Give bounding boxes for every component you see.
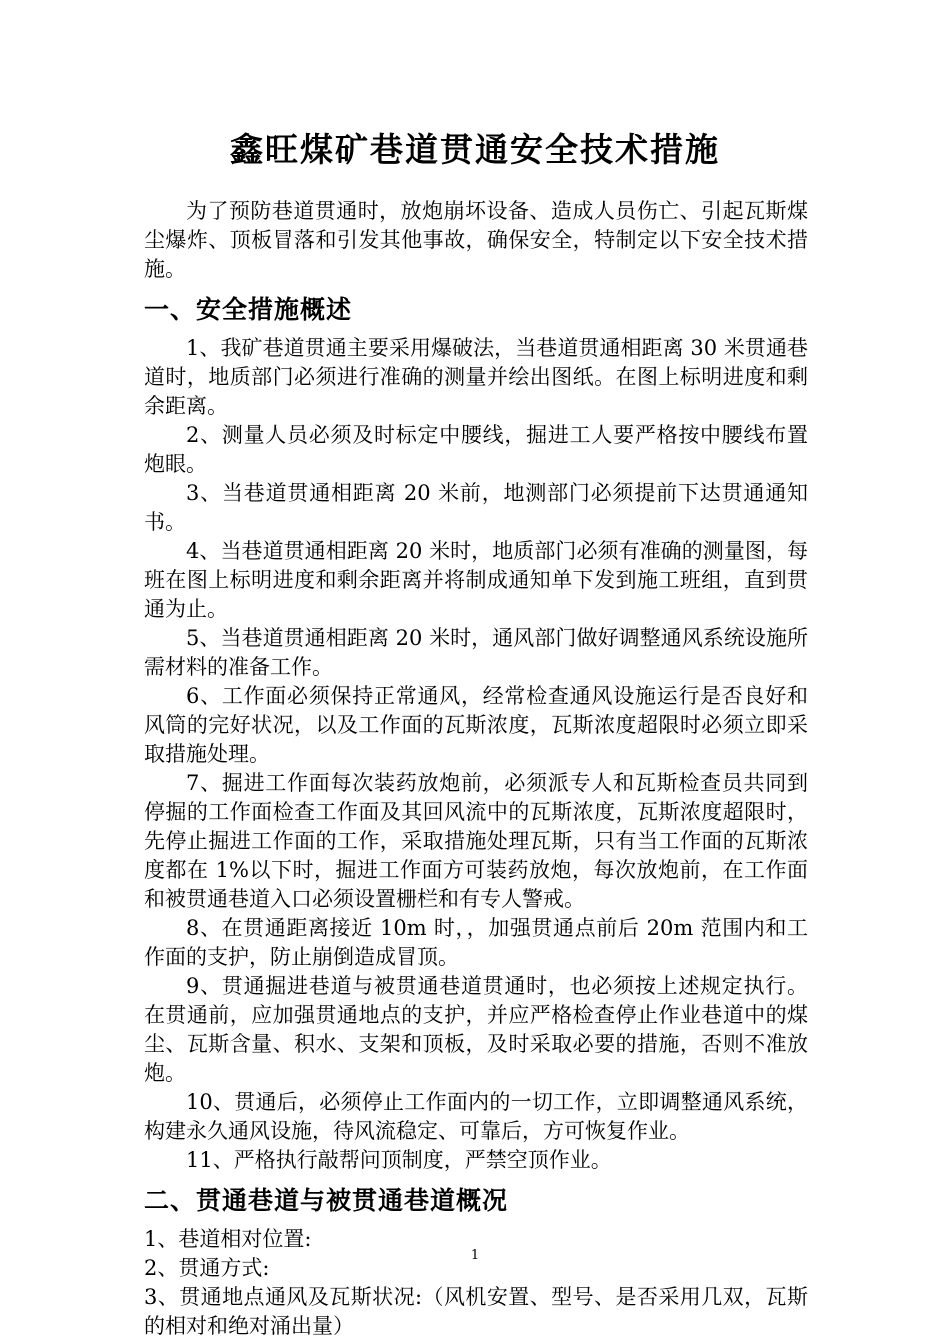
safety-item-2: 2、测量人员必须及时标定中腰线，掘进工人要严格按中腰线布置炮眼。 xyxy=(144,423,808,476)
safety-item-5: 5、当巷道贯通相距离 20 米时，通风部门做好调整通风系统设施所需材料的准备工作。 xyxy=(144,626,808,679)
section-heading-safety-overview: 一、安全措施概述 xyxy=(144,295,353,324)
section-heading-roadway-overview: 二、贯通巷道与被贯通巷道概况 xyxy=(144,1186,509,1215)
safety-item-3: 3、当巷道贯通相距离 20 米前，地测部门必须提前下达贯通通知书。 xyxy=(144,481,808,534)
safety-item-11: 11、严格执行敲帮问顶制度，严禁空顶作业。 xyxy=(186,1148,612,1172)
roadway-item-2: 2、贯通方式: xyxy=(144,1256,270,1280)
safety-item-9: 9、贯通掘进巷道与被贯通巷道贯通时，也必须按上述规定执行。在贯通前，应加强贯通地点的支护，并应严格检查停止作业巷道中的煤尘、瓦斯含量、积水、支架和顶板，及时采取必要的措施，否则不准放炮。 xyxy=(144,974,808,1085)
document-body xyxy=(144,197,808,1341)
page-number: 1 xyxy=(470,1248,480,1263)
safety-item-4: 4、当巷道贯通相距离 20 米时，地质部门必须有准确的测量图，每班在图上标明进度和剩余距离并将制成通知单下发到施工班组，直到贯通为止。 xyxy=(144,539,808,621)
safety-item-1: 1、我矿巷道贯通主要采用爆破法，当巷道贯通相距离 30 米贯通巷道时，地质部门必须进行准确的测量并绘出图纸。在图上标明进度和剩余距离。 xyxy=(144,336,808,418)
document-title: 鑫旺煤矿巷道贯通安全技术措施 xyxy=(230,130,720,169)
roadway-item-1: 1、巷道相对位置: xyxy=(144,1227,312,1251)
safety-item-10: 10、贯通后，必须停止工作面内的一切工作，立即调整通风系统，构建永久通风设施，待风流稳定、可靠后，方可恢复作业。 xyxy=(144,1090,808,1143)
safety-item-7: 7、掘进工作面每次装药放炮前，必须派专人和瓦斯检查员共同到停掘的工作面检查工作面及其回风流中的瓦斯浓度，瓦斯浓度超限时，先停止掘进工作面的工作，采取措施处理瓦斯，只有当工作面的瓦斯浓度都在 1%以下时，掘进工作面方可装药放炮，每次放炮前，在工作面和被贯通巷道入口必须设置栅栏和有专人警戒。 xyxy=(144,771,808,911)
safety-item-6: 6、工作面必须保持正常通风，经常检查通风设施运行是否良好和风筒的完好状况，以及工作面的瓦斯浓度，瓦斯浓度超限时必须立即采取措施处理。 xyxy=(144,684,808,766)
safety-item-8: 8、在贯通距离接近 10m 时，，加强贯通点前后 20m 范围内和工作面的支护，防止崩倒造成冒顶。 xyxy=(144,916,808,969)
roadway-item-3: 3、贯通地点通风及瓦斯状况:（风机安置、型号、是否采用几双，瓦斯的相对和绝对涌出量） xyxy=(144,1285,808,1338)
intro-paragraph: 为了预防巷道贯通时，放炮崩坏设备、造成人员伤亡、引起瓦斯煤尘爆炸、顶板冒落和引发其他事故，确保安全，特制定以下安全技术措施。 xyxy=(144,199,808,281)
